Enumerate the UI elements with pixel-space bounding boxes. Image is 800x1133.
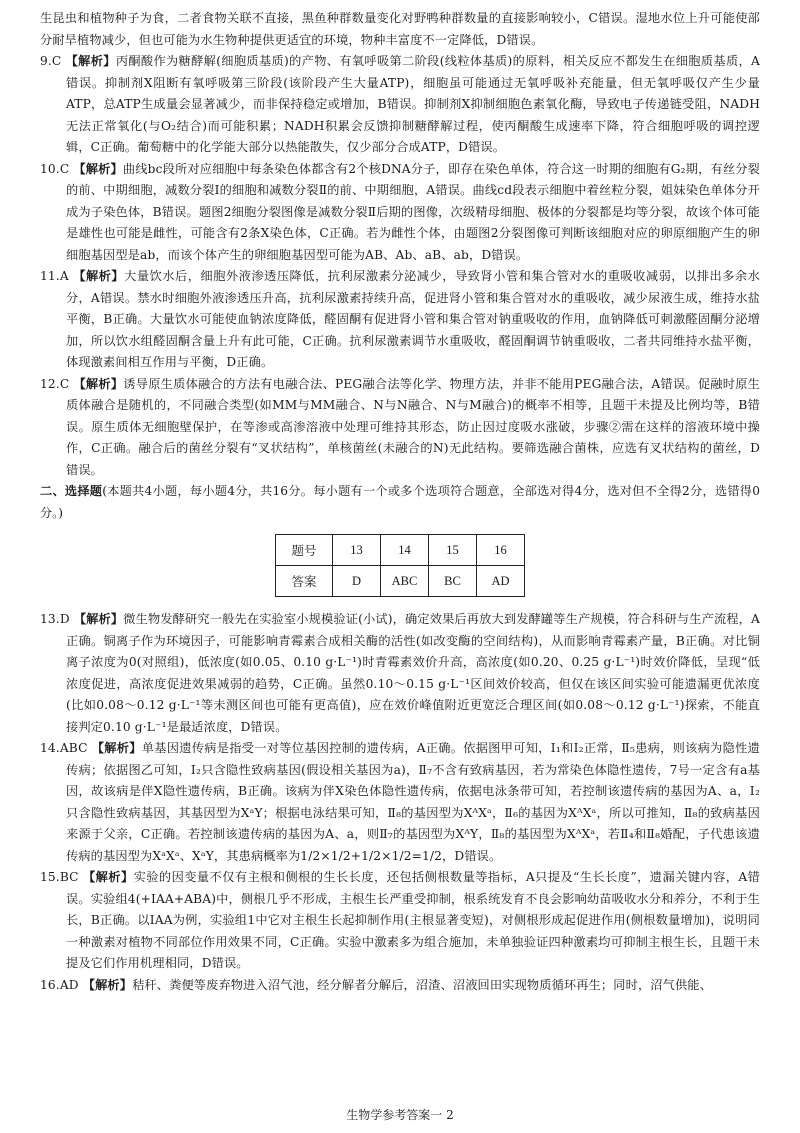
answer-item-12 (40, 374, 760, 482)
table-cell: 13 (333, 535, 381, 566)
table-row (276, 566, 525, 597)
item-text: 实验的因变量不仅有主根和侧根的生长长度，还包括侧根数量等指标，A只提及“生长长度”，遗漏关键内容，A错误。实验组4(+IAA+ABA)中，侧根几乎不形成，主根生长严重受抑制，根系统发育不良会影响幼苗吸收水分和养分，不利于生长，B正确。以IAA为例，实验组1中它对主根生长起抑制作用(主根显著变短)，对侧根形成起促进作用(侧根数量增加)，说明同一种激素对植物不同部位作用效果不同，C正确。实验中激素多为组合施加，未单独验证四种激素均可抑制主根生长，且题干未提及它们作用机理相同，D错误。 (66, 870, 760, 970)
section-heading (40, 481, 760, 524)
analysis-tag: 【解析】 (73, 612, 124, 626)
item-text: 诱导原生质体融合的方法有电融合法、PEG融合法等化学、物理方法，并非不能用PEG融合法，A错误。促融时原生质体融合是随机的，不同融合类型(如MM与MM融合、N与N融合、N与M融合)的概率不相等，且题干未提及比例均等，B错误。原生质体无细胞壁保护，在等渗或高渗溶液中处理可维持其形态，防止因过度吸水涨破，步骤②需在这样的溶液环境中操作，C正确。融合后的菌丝分裂有“叉状结构”，单核菌丝(未融合的N)无此结构。要筛选融合菌株，应选有叉状结构的菌丝，D错误。 (66, 376, 760, 477)
analysis-tag: 【解析】 (91, 741, 142, 755)
section-title: 二、选择题 (40, 484, 103, 498)
analysis-tag: 【解析】 (82, 977, 133, 992)
item-number: 12.C (40, 376, 70, 391)
table-cell: 15 (429, 535, 477, 566)
analysis-tag: 【解析】 (73, 161, 123, 176)
item-text: 秸秆、粪便等废弃物进入沼气池，经分解者分解后，沼渣、沼液回田实现物质循环再生；同时，沼气供能、 (132, 977, 712, 992)
item-text: 单基因遗传病是指受一对等位基因控制的遗传病，A正确。依据图甲可知，Ⅰ₁和Ⅰ₂正常，Ⅱ₅患病，则该病为隐性遗传病；依据图乙可知，Ⅰ₂只含隐性致病基因(假设相关基因为a)，Ⅱ₇不含有致病基因，若为常染色体隐性遗传，7号一定含有a基因，故该病是伴X隐性遗传病，B正确。该病为伴X染色体隐性遗传病，依据电泳条带可知，若控制该遗传病的基因为A、a，Ⅰ₂只含隐性致病基因，其基因型为XᵃY；根据电泳结果可知，Ⅱ₈的基因型为XᴬXᵃ，Ⅱ₆的基因为XᴬXᵃ，所以可推知，Ⅱ₈的致病基因来源于父亲，C正确。若控制该遗传病的基因为A、a，则Ⅱ₇的基因型为XᴬY，Ⅱ₈的基因型为XᴬXᵃ，若Ⅱ₄和Ⅱ₈婚配，子代患该遗传病的基因型为XᵃXᵃ、XᵃY，其患病概率为1/2×1/2+1/2×1/2=1/2，D错误。 (66, 741, 760, 863)
item-text: 曲线bc段所对应细胞中每条染色体都含有2个核DNA分子，即存在染色单体，符合这一时期的细胞有G₂期，有丝分裂的前、中期细胞，减数分裂Ⅰ的细胞和减数分裂Ⅱ的前、中期细胞，A错误。曲线cd段表示细胞中着丝粒分裂，姐妹染色单体分开成为子染色体，B错误。题图2细胞分裂图像是减数分裂Ⅱ后期的图像，次级精母细胞、极体的分裂都是均等分裂，故该个体可能是雄性也可能是雌性，可能含有2条X染色体，C正确。若为雌性个体，由题图2分裂图像可判断该细胞对应的卵原细胞产生的卵细胞基因型是ab，而该个体产生的卵细胞基因型可能为AB、Ab、aB、ab，D错误。 (66, 161, 760, 262)
table-header-cell: 答案 (276, 566, 333, 597)
item-number: 11.A (40, 269, 69, 283)
analysis-tag: 【解析】 (73, 376, 124, 391)
table-cell: D (333, 566, 381, 597)
table-cell: BC (429, 566, 477, 597)
answer-item-9 (40, 51, 760, 159)
table-cell: 16 (477, 535, 525, 566)
item-number: 13.D (40, 612, 70, 626)
item-number: 10.C (40, 161, 70, 176)
item-text: 微生物发酵研究一般先在实验室小规模验证(小试)，确定效果后再放大到发酵罐等生产规模，符合科研与生产流程，A正确。铜离子作为环境因子，可能影响青霉素合成相关酶的活性(如改变酶的空间结构)，从而影响青霉素产量，B正确。对比铜离子浓度为0(对照组)，低浓度(如0.05、0.10 g·L⁻¹)时青霉素效价升高，高浓度(如0.20、0.25 g·L⁻¹)时效价降低，呈现“低浓度促进，高浓度促进效果减弱的趋势，C正确。虽然0.10～0.15 g·L⁻¹区间效价较高，但仅在该区间实验可能遗漏更优浓度(比如0.08～0.12 g·L⁻¹等未测区间也可能有更高值)，应在效价峰值附近更宽泛合理区间(如0.08～0.12 g·L⁻¹)探索，不能直接判定0.10 g·L⁻¹是最适浓度，D错误。 (66, 612, 760, 734)
table-row (276, 535, 525, 566)
item-number: 9.C (40, 54, 62, 68)
item-number: 15.BC (40, 870, 79, 884)
section-description: (本题共4小题，每小题4分，共16分。每小题有一个或多个选项符合题意，全部选对得4分，选对但不全得2分，选错得0分。) (40, 484, 760, 520)
analysis-tag: 【解析】 (65, 54, 116, 68)
table-cell: ABC (381, 566, 429, 597)
page-footer: 生物学参考答案一 2 (346, 1108, 454, 1122)
item-text: 丙酮酸作为糖酵解(细胞质基质)的产物、有氧呼吸第二阶段(线粒体基质)的原料，相关反应不都发生在细胞质基质，A错误。抑制剂X阻断有氧呼吸第三阶段(该阶段产生大量ATP)，细胞虽可能通过无氧呼吸补充能量，但无氧呼吸仅产生少量ATP，总ATP生成量会显著减少，而非保持稳定或增加，B错误。抑制剂X抑制细胞色素氧化酶，导致电子传递链受阻，NADH无法正常氧化(与O₂结合)而可能积累；NADH积累会反馈抑制糖酵解过程，使丙酮酸生成速率下降，符合细胞呼吸的调控逻辑，C正确。葡萄糖中的化学能大部分以热能散失，仅少部分合成ATP，D错误。 (66, 54, 760, 154)
analysis-tag: 【解析】 (73, 269, 125, 283)
table-cell: 14 (381, 535, 429, 566)
table-cell: AD (477, 566, 525, 597)
analysis-tag: 【解析】 (82, 870, 134, 884)
answer-table (275, 534, 525, 597)
answer-item-11 (40, 266, 760, 374)
answer-item-16 (40, 975, 760, 997)
table-header-cell: 题号 (276, 535, 333, 566)
answer-item-10 (40, 159, 760, 267)
item-number: 16.AD (40, 977, 79, 992)
paragraph-continuation: 生昆虫和植物种子为食，二者食物关联不直接，黑鱼种群数量变化对野鸭种群数量的直接影响较小，C错误。湿地水位上升可能使部分耐旱植物减少，但也可能为水生物种提供更适宜的环境，物种丰富度不一定降低，D错误。 (40, 11, 760, 47)
item-text: 大量饮水后，细胞外液渗透压降低，抗利尿激素分泌减少，导致肾小管和集合管对水的重吸收减弱，以排出多余水分，A错误。禁水时细胞外液渗透压升高，抗利尿激素持续升高，促进肾小管和集合管对水的重吸收，减少尿液生成，维持水盐平衡，B正确。大量饮水可能使血钠浓度降低，醛固酮有促进肾小管和集合管对钠重吸收的作用，血钠降低可刺激醛固酮分泌增加，所以饮水组醛固酮含量上升有此可能，C正确。抗利尿激素调节水重吸收，醛固酮调节钠重吸收，二者共同维持水盐平衡，体现激素间相互作用与平衡，D正确。 (66, 269, 760, 369)
answer-item-15 (40, 867, 760, 975)
item-number: 14.ABC (40, 741, 88, 755)
answer-item-14 (40, 738, 760, 867)
answer-item-13 (40, 609, 760, 738)
